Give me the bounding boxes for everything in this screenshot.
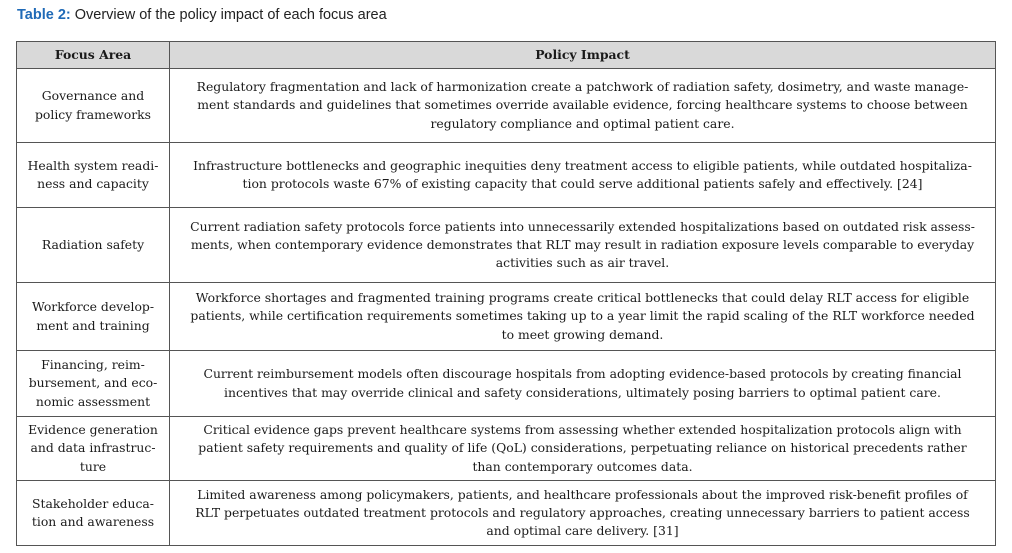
table-row: [17, 143, 996, 208]
header-focus-area: Focus Area: [17, 42, 170, 69]
policy-impact-cell: [170, 481, 996, 546]
cell-line: bursement, and eco-: [28, 375, 158, 391]
cell-line: ment standards and guidelines that sometimes override available evidence, forcing healthcare systems to choose between: [197, 97, 968, 113]
cell-line: ness and capacity: [37, 176, 149, 191]
policy-impact-cell: [170, 143, 996, 208]
table-row: [17, 208, 996, 283]
cell-line: Workforce shortages and fragmented training programs create critical bottlenecks that could delay RLT access for eligible: [195, 290, 970, 306]
cell-line: tion protocols waste 67% of existing capacity that could serve additional patients safely and effectively. [24]: [242, 176, 923, 191]
focus-area-cell: [17, 69, 170, 143]
cell-line: nomic assessment: [35, 393, 151, 409]
cell-line: tion and awareness: [31, 514, 155, 529]
cell-line: ments, when contemporary evidence demonstrates that RLT may result in radiation exposure levels comparable to everyday: [190, 236, 975, 252]
cell-line: than contemporary outcomes data.: [472, 458, 693, 474]
cell-line: Workforce develop-: [31, 299, 155, 315]
cell-line: ment and training: [36, 317, 150, 333]
cell-line: Financing, reim-: [41, 357, 145, 373]
table-row: [17, 283, 996, 351]
cell-line: RLT perpetuates outdated treatment protocols and regulatory approaches, creating unnecessary barriers to patient access: [195, 504, 970, 520]
focus-area-cell: [17, 417, 170, 481]
cell-line: Stakeholder educa-: [32, 495, 154, 511]
focus-area-cell: [17, 481, 170, 546]
cell-line: Regulatory fragmentation and lack of harmonization create a patchwork of radiation safety, dosimetry, and waste manage-: [196, 79, 969, 95]
cell-line: patient safety requirements and quality of life (QoL) considerations, perpetuating reliance on historical precedents rather: [198, 440, 967, 456]
table-row: [17, 417, 996, 481]
cell-line: Current reimbursement models often discourage hospitals from adopting evidence-based protocols by creating financial: [203, 366, 962, 382]
cell-line: to meet growing demand.: [501, 326, 664, 342]
cell-line: Evidence generation: [28, 422, 158, 438]
cell-line: Critical evidence gaps prevent healthcare systems from assessing whether extended hospitalization protocols align with: [203, 422, 962, 438]
policy-impact-cell: [170, 69, 996, 143]
table-label: Table 2:: [17, 7, 71, 23]
cell-line: Current radiation safety protocols force patients into unnecessarily extended hospitalizations based on outdated risk assess-: [190, 218, 975, 234]
focus-area-cell: [17, 143, 170, 208]
focus-area-cell: [17, 208, 170, 283]
table-row: [17, 351, 996, 417]
policy-impact-table: [16, 41, 996, 546]
header-policy-impact: Policy Impact: [170, 42, 996, 69]
header-row: [17, 42, 996, 69]
policy-impact-cell: [170, 351, 996, 417]
cell-line: and optimal care delivery. [31]: [486, 523, 679, 539]
policy-impact-cell: [170, 417, 996, 481]
table-row: [17, 69, 996, 143]
cell-line: patients, while certification requirements sometimes taking up to a year limit the rapid scaling of the RLT workforce needed: [190, 308, 975, 324]
cell-line: Governance and: [41, 88, 145, 104]
policy-impact-cell: [170, 208, 996, 283]
cell-line: incentives that may override clinical and safety considerations, ultimately posing barriers to optimal patient care.: [224, 384, 941, 400]
cell-line: Infrastructure bottlenecks and geographic inequities deny treatment access to eligible patients, while outdated hospitaliza-: [193, 157, 972, 173]
cell-line: regulatory compliance and optimal patient care.: [430, 115, 735, 131]
table-row: [17, 481, 996, 546]
policy-impact-cell: [170, 283, 996, 351]
table-title: Overview of the policy impact of each focus area: [74, 7, 387, 23]
cell-line: and data infrastruc-: [30, 440, 156, 456]
cell-line: Radiation safety: [41, 236, 145, 252]
cell-line: activities such as air travel.: [495, 255, 670, 271]
cell-line: Limited awareness among policymakers, patients, and healthcare professionals about the improved risk-benefit profiles of: [197, 486, 968, 502]
focus-area-cell: [17, 283, 170, 351]
focus-area-cell: [17, 351, 170, 417]
table-caption: [17, 7, 387, 23]
cell-line: policy frameworks: [34, 106, 152, 122]
cell-line: Health system readi-: [27, 157, 159, 173]
cell-line: ture: [79, 458, 107, 474]
